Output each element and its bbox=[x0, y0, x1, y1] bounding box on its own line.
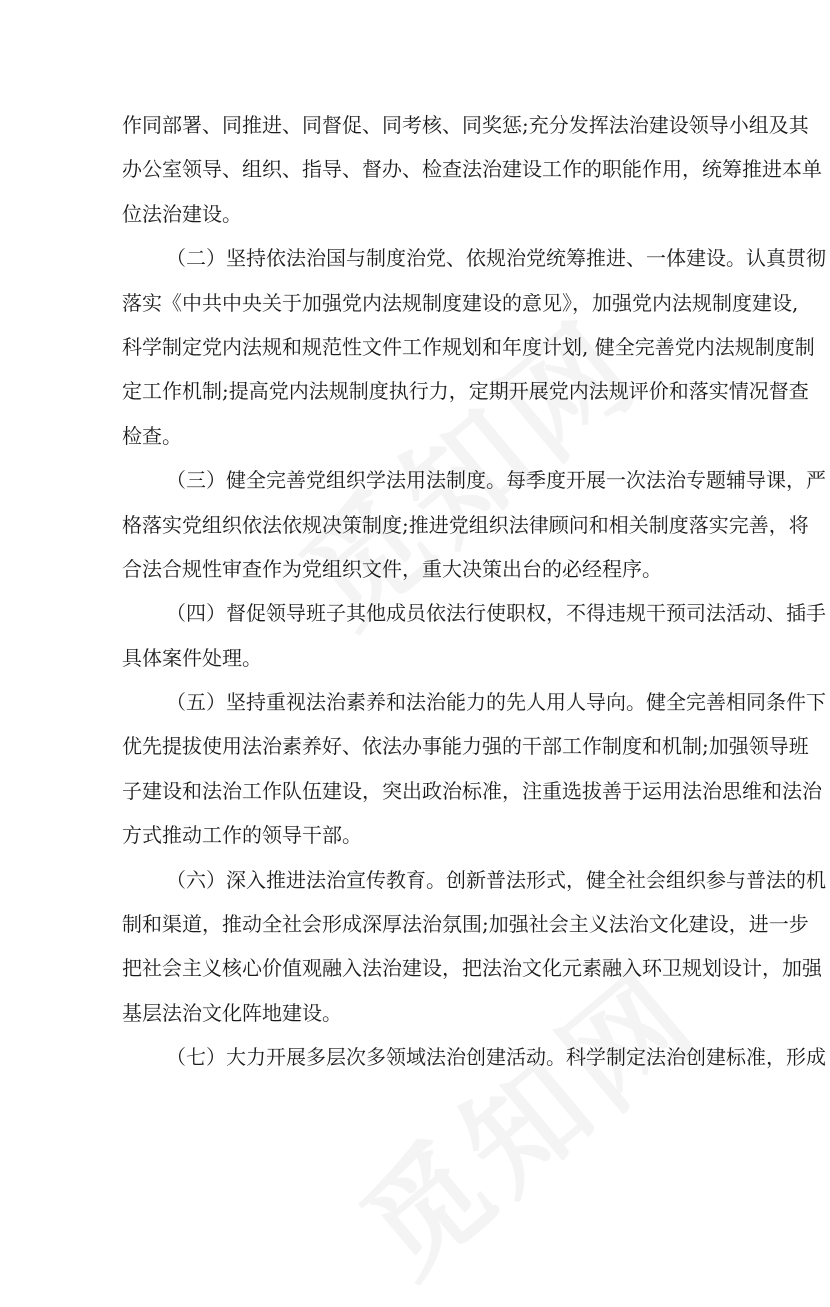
text-line: 作同部署、同推进、同督促、同考核、同奖惩;充分发挥法治建设领导小组及其 bbox=[122, 113, 809, 137]
text-line: 位法治建设。 bbox=[122, 201, 242, 226]
text-line: 子建设和法治工作队伍建设，突出政治标准，注重选拔善于运用法治思维和法治 bbox=[122, 778, 822, 803]
text-line: 办公室领导、组织、指导、督办、检查法治建设工作的职能作用，统筹推进本单 bbox=[122, 157, 822, 182]
paragraph bbox=[122, 591, 826, 680]
text-line: 格落实党组织依法依规决策制度;推进党组织法律顾问和相关制度落实完善，将 bbox=[122, 512, 809, 537]
text-line: 具体案件处理。 bbox=[122, 645, 262, 670]
paragraph bbox=[122, 858, 826, 1036]
paragraph bbox=[122, 1035, 826, 1079]
text-line: 把社会主义核心价值观融入法治建设，把法治文化元素融入环卫规划设计，加强 bbox=[122, 956, 822, 981]
paragraph bbox=[122, 103, 822, 236]
text-line: 方式推动工作的领导干部。 bbox=[122, 823, 362, 848]
text-line: （三）健全完善党组织学法用法制度。每季度开展一次法治专题辅导课，严 bbox=[166, 468, 826, 493]
text-line: 基层法治文化阵地建设。 bbox=[122, 1000, 342, 1025]
paragraph bbox=[122, 680, 826, 858]
text-line: （六）深入推进法治宣传教育。创新普法形式，健全社会组织参与普法的机 bbox=[166, 867, 826, 892]
text-line: 制和渠道，推动全社会形成深厚法治氛围;加强社会主义法治文化建设，进一步 bbox=[122, 912, 809, 937]
text-line: （五）坚持重视法治素养和法治能力的先人用人导向。健全完善相同条件下 bbox=[166, 690, 826, 715]
text-line: 合法合规性审查作为党组织文件，重大决策出台的必经程序。 bbox=[122, 556, 662, 581]
text-line: 检查。 bbox=[122, 423, 182, 448]
text-line: （四）督促领导班子其他成员依法行使职权，不得违规干预司法活动、插手 bbox=[166, 601, 826, 626]
document-body bbox=[122, 103, 826, 1080]
paragraph bbox=[122, 236, 826, 458]
text-line: （二）坚持依法治国与制度治党、依规治党统筹推进、一体建设。认真贯彻 bbox=[166, 246, 826, 271]
text-line: 科学制定党内法规和规范性文件工作规划和年度计划, 健全完善党内法规制度制 bbox=[122, 334, 815, 359]
text-line: 优先提拔使用法治素养好、依法办事能力强的干部工作制度和机制;加强领导班 bbox=[122, 734, 809, 759]
text-line: 落实《中共中央关于加强党内法规制度建设的意见》，加强党内法规制度建设, bbox=[122, 290, 799, 315]
paragraph bbox=[122, 458, 826, 591]
text-line: 定工作机制;提高党内法规制度执行力，定期开展党内法规评价和落实情况督查 bbox=[122, 379, 809, 404]
text-line: （七）大力开展多层次多领域法治创建活动。科学制定法治创建标准，形成 bbox=[166, 1045, 826, 1070]
